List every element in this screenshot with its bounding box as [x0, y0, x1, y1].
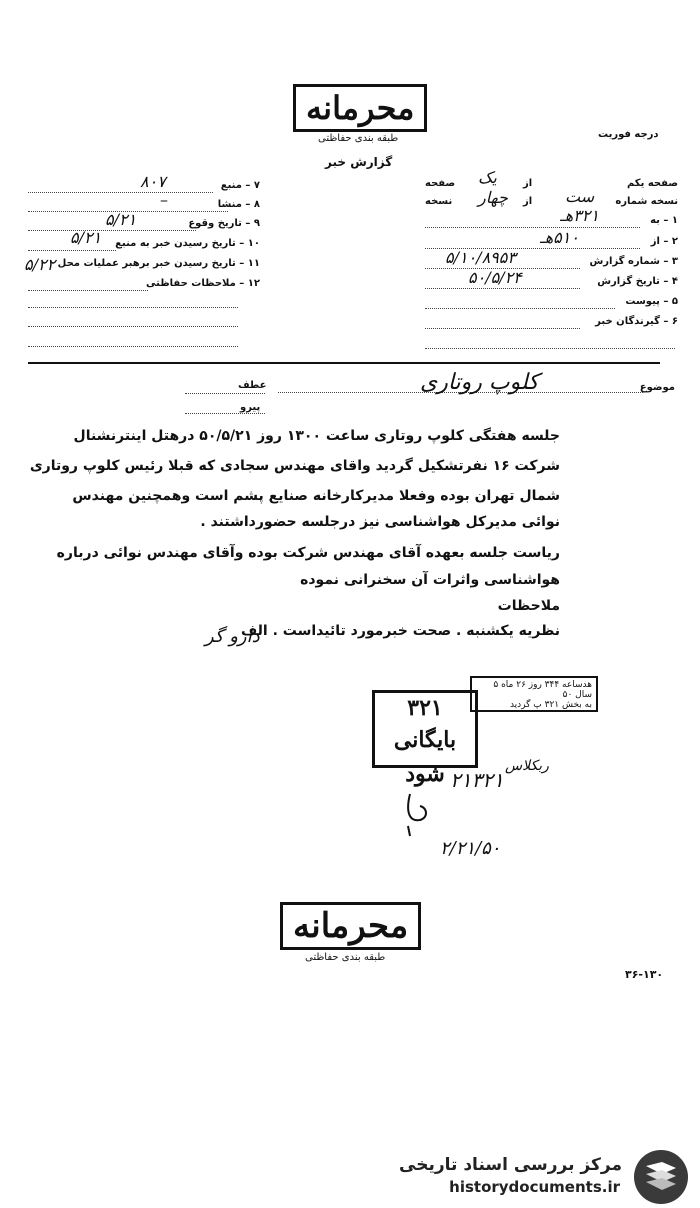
- copy-of: از: [523, 196, 533, 207]
- from-value: ۵۱۰هـ: [540, 228, 579, 247]
- copy-total: چهار: [478, 188, 508, 207]
- body-line-1: جلسه هفتگی کلوپ روتاری ساعت ۱۳۰۰ روز ۵۰/۵/۲۱ درهتل اینترنشنال: [73, 428, 560, 444]
- subject-value: کلوپ روتاری: [420, 370, 539, 395]
- priority-label: درجه فوریت: [598, 129, 659, 140]
- initial-mark-stroke: [408, 794, 426, 820]
- source-label: ۷ – منبع: [220, 180, 260, 191]
- to-line: [425, 227, 640, 228]
- follow-up-line: [185, 413, 265, 414]
- source-receipt-line: [28, 250, 116, 251]
- occur-date-label: ۹ – تاریخ وقوع: [188, 218, 260, 229]
- body-signature: دارو گر: [205, 626, 260, 647]
- footer-classification-text: محرمانه: [293, 906, 409, 946]
- security-notes-label: ۱۲ – ملاحظات حفاظتی: [146, 278, 260, 289]
- page-suffix: صفحه: [425, 178, 456, 189]
- body-line-4: نوائی مدیرکل هواشناسی نیز درجلسه حضورداشتند .: [200, 514, 560, 530]
- occur-date-line: [28, 230, 196, 231]
- report-date-value: ۵۰/۵/۲۴: [468, 268, 522, 287]
- footer-classification-stamp: [280, 902, 421, 950]
- ops-receipt-value: ۵/۲۲: [24, 255, 56, 274]
- archive-site: historydocuments.ir: [449, 1178, 620, 1196]
- copy-suffix: نسخه: [425, 196, 453, 207]
- handwritten-note-1: ربکلاس: [505, 758, 549, 774]
- source-value: ۸۰۷: [140, 172, 166, 191]
- report-number-value: ۵/۱۰/۸۹۵۳: [445, 248, 516, 267]
- copy-label: نسخه شماره: [615, 196, 678, 207]
- report-date-label: ۴ – تاریخ گزارش: [597, 276, 678, 287]
- footer-classification-subtitle: طبقه بندی حفاظتی: [305, 952, 386, 963]
- notes-line-1: [28, 290, 148, 291]
- reference-line: [185, 393, 265, 394]
- body-line-7: ملاحظات: [497, 598, 560, 614]
- ops-receipt-label: ۱۱ – تاریخ رسیدن خبر برهبر عملیات محل: [57, 258, 260, 269]
- recipients-line-1: [425, 328, 580, 329]
- attachment-line: [425, 308, 615, 309]
- reference-label: عطف: [238, 380, 267, 391]
- archive-stamp: [372, 690, 478, 787]
- report-title: گزارش خبر: [325, 155, 393, 169]
- body-line-2: شرکت ۱۶ نفرتشکیل گردید واقای مهندس سجادی که قبلا رئیس کلوپ روتاری: [29, 458, 560, 474]
- source-receipt-value: ۵/۲۱: [70, 228, 102, 247]
- follow-up-label: پیرو: [240, 402, 261, 413]
- body-line-5: ریاست جلسه بعهده آقای مهندس شرکت بوده وآقای مهندس نوائی درباره: [56, 545, 560, 561]
- classification-stamp: [293, 84, 427, 132]
- archive-stamp-number: ۳۲۱: [407, 695, 443, 721]
- initial-mark-tick: [408, 826, 410, 836]
- archive-name: مرکز بررسی اسناد تاریخی: [399, 1155, 622, 1175]
- attachment-label: ۵ – پیوست: [625, 296, 678, 307]
- page-label: صفحه یکم: [626, 178, 678, 189]
- source-receipt-label: ۱۰ – تاریخ رسیدن خبر به منبع: [115, 238, 260, 249]
- recipients-label: ۶ – گیرندگان خبر: [595, 316, 678, 327]
- archive-logo-icon: [632, 1148, 690, 1206]
- body-line-8: نظریه یکشنبه . صحت خبرمورد تائیداست . الف: [241, 623, 560, 639]
- notes-line-4: [28, 346, 238, 347]
- to-value: ۳۲۱هـ: [560, 206, 599, 225]
- to-label: ۱ – به: [650, 215, 678, 226]
- handwritten-note-2: ۲۱۳۲۱: [450, 768, 504, 792]
- archive-stamp-text: بایگانی شود: [393, 727, 457, 787]
- source-line: [28, 192, 213, 193]
- report-number-label: ۳ – شماره گزارش: [589, 256, 678, 267]
- section-divider: [28, 362, 660, 364]
- receipt-stamp-line-1: هدساعه ۳۴۴ روز ۲۶ ماه ۵ سال ۵۰: [493, 680, 592, 700]
- notes-line-3: [28, 326, 238, 327]
- classification-subtitle: طبقه بندی حفاظتی: [318, 133, 399, 144]
- origin-label: ۸ – منشا: [217, 199, 260, 210]
- body-line-3: شمال تهران بوده وفعلا مدیرکارخانه صنایع پشم است وهمچنین مهندس: [72, 488, 560, 504]
- initial-mark: [398, 790, 438, 840]
- handwritten-date: ۲/۲۱/۵۰: [440, 838, 501, 859]
- page-of: از: [523, 178, 533, 189]
- copy-value: ست: [565, 187, 595, 206]
- origin-value: –: [160, 190, 168, 209]
- report-date-line: [425, 288, 580, 289]
- occur-date-value: ۵/۲۱: [105, 210, 137, 229]
- notes-line-2: [28, 307, 238, 308]
- recipients-line-2: [425, 348, 675, 349]
- from-label: ۲ – از: [650, 236, 678, 247]
- receipt-stamp: [470, 676, 598, 712]
- receipt-stamp-line-2: به بخش ۳۲۱ پ گردید: [509, 700, 592, 710]
- classification-text: محرمانه: [306, 89, 415, 127]
- page-value: یک: [478, 168, 497, 187]
- body-line-6: هواشناسی واثرات آن سخنرانی نموده: [300, 572, 560, 588]
- subject-label: موضوع: [639, 382, 675, 393]
- form-code: ۳۶-۱۳۰: [625, 968, 664, 981]
